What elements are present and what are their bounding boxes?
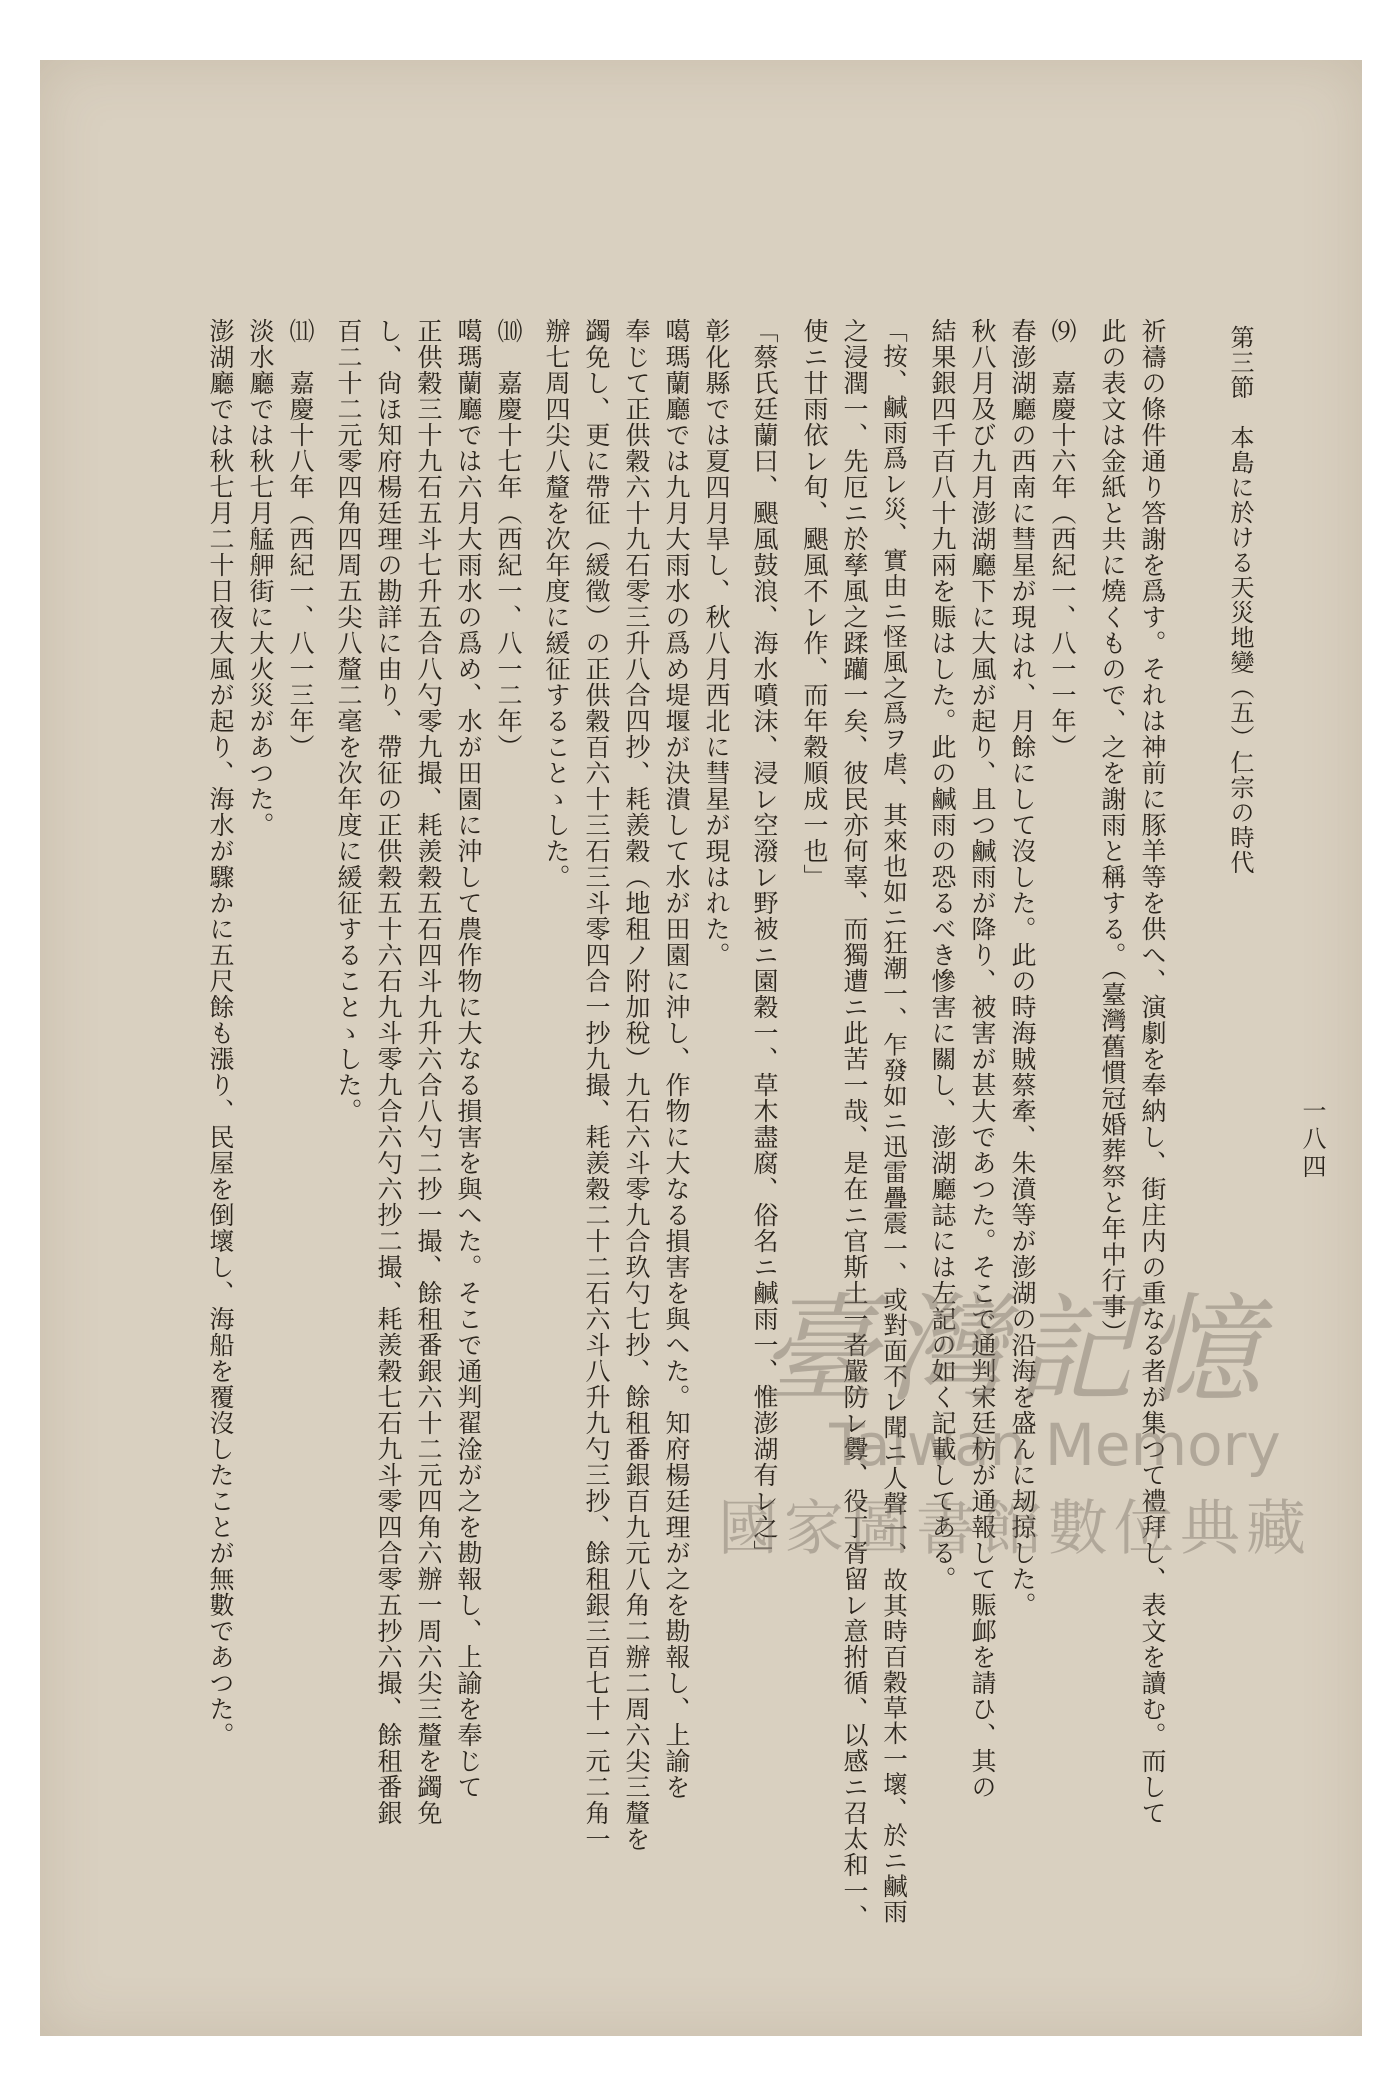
list-heading: ⑾ 嘉慶十八年（西紀一、八一三年） (286, 318, 315, 760)
quote-line: 「按、鹹雨爲レ災、實由ニ怪風之爲ヲ虐、其來也如ニ狂潮一、乍發如ニ迅雷疊震一、或對面不レ聞ニ人聲一、故其時百穀草木一壞、於ニ鹹雨 (880, 318, 909, 1925)
text-line: 辦七周四尖八釐を次年度に緩征することゝした。 (542, 318, 571, 890)
quote-line: 「蔡氏廷蘭曰、颶風鼓浪、海水噴沫、浸レ空潑レ野被ニ園穀一、草木盡腐、俗名ニ鹹雨一、惟澎湖有レ之」 (750, 318, 779, 1566)
text-line: し、尙ほ知府楊廷理の勘詳に由り、帶征の正供穀五十六石九斗零九合六勺六抄二撮、耗羨穀七石九斗零四合零五抄六撮、餘租番銀 (374, 318, 403, 1826)
text-line: 澎湖廳では秋七月二十日夜大風が起り、海水が驟かに五尺餘も漲り、民屋を倒壞し、海船を覆沒したことが無數であつた。 (206, 318, 235, 1748)
text-line: 彰化縣では夏四月旱し、秋八月西北に彗星が現はれた。 (702, 318, 731, 968)
text-line: 百二十二元零四角四周五尖八釐二毫を次年度に緩征することゝした。 (334, 318, 363, 1124)
text-line: 春澎湖廳の西南に彗星が現はれ、月餘にして沒した。此の時海賊蔡牽、朱濆等が澎湖の沿海を盛んに刼掠した。 (1008, 318, 1037, 1618)
watermark-caption: 國家圖書館數位典藏 (718, 1494, 1312, 1564)
text-line: 奉じて正供穀六十九石零三升八合四抄、耗羨穀（地租ノ附加稅）九石六斗零九合玖勺七抄、餘租番銀百九元八角二辦二周六尖三釐を (622, 318, 651, 1852)
text-line: 結果銀四千百八十九兩を賑はした。此の鹹雨の恐るべき慘害に關し、澎湖廳誌には左記の如く記載してある。 (928, 318, 957, 1592)
list-heading: ⑽ 嘉慶十七年（西紀一、八一二年） (494, 318, 523, 760)
text-line: 淡水廳では秋七月艋舺街に大火災があつた。 (246, 318, 275, 838)
section-heading: 第三節 本島に於ける天災地變（五）仁宗の時代 (1226, 325, 1254, 875)
text-line: 此の表文は金紙と共に燒くもので、之を謝雨と稱する。（臺灣舊慣冠婚葬祭と年中行事） (1098, 318, 1127, 1346)
quote-line: 之浸潤一、先厄ニ於孳風之蹂躪一矣、彼民亦何辜、而獨遭ニ此苦一哉、是在ニ官斯土一者嚴防レ釁、役丁胥留レ意拊循、以感ニ召太和一、 (840, 318, 869, 1930)
text-line: 噶瑪蘭廳では六月大雨水の爲め、水が田園に沖して農作物に大なる損害を與へた。そこで通判翟淦が之を勘報し、上諭を奉じて (454, 318, 483, 1800)
list-heading: ⑼ 嘉慶十六年（西紀一、八一一年） (1048, 318, 1077, 760)
text-line: 噶瑪蘭廳では九月大雨水の爲め堤堰が決潰して水が田園に沖し、作物に大なる損害を與へた。知府楊廷理が之を勘報し、上諭を (662, 318, 691, 1800)
watermark-title: 臺灣記憶 (758, 1281, 1271, 1419)
quote-line: 使ニ廿雨依レ旬、颶風不レ作、而年穀順成一也」 (800, 318, 829, 890)
text-line: 正供穀三十九石五斗七升五合八勺零九撮、耗羨穀五石四斗九升六合八勺二抄一撮、餘租番銀六十二元四角六辦一周六尖三釐を蠲免 (414, 318, 443, 1826)
text-line: 蠲免し、更に帶征（緩徵）の正供穀百六十三石三斗零四合一抄九撮、耗羨穀二十二石六斗八升九勺三抄、餘租銀三百七十一元二角一 (582, 318, 611, 1852)
text-line: 祈禱の條件通り答謝を爲す。それは神前に豚羊等を供へ、演劇を奉納し、街庄内の重なる者が集つて禮拜し、表文を讀む。而して (1138, 318, 1167, 1826)
watermark-subtitle: Taiwan Memory (829, 1411, 1281, 1479)
text-line: 秋八月及び九月澎湖廳下に大風が起り、且つ鹹雨が降り、被害が甚大であつた。そこで通判宋廷枋が通報して賑䘏を請ひ、其の (968, 318, 997, 1800)
watermark (685, 1281, 1345, 1569)
book-page (40, 60, 1362, 2036)
page-number: 一八四 (1298, 1098, 1326, 1182)
